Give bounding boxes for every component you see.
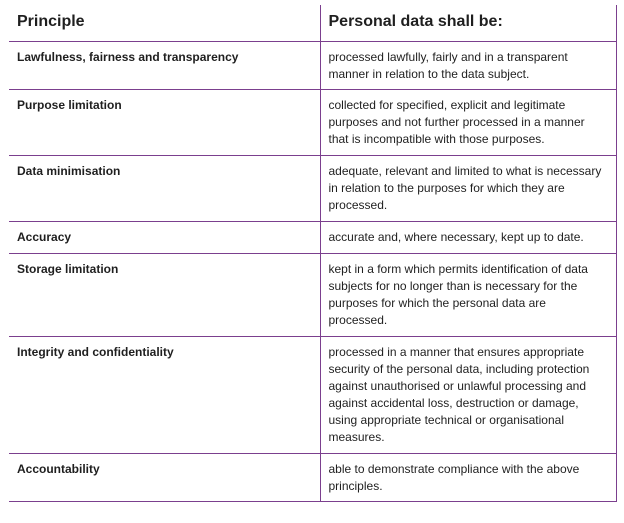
principle-cell: Accountability	[9, 453, 320, 501]
description-cell: accurate and, where necessary, kept up to date.	[320, 221, 616, 253]
description-cell: able to demonstrate compliance with the above principles.	[320, 453, 616, 501]
table-row	[9, 453, 616, 501]
description-cell: processed in a manner that ensures appropriate security of the personal data, including protection against unauthorised or unlawful processing and against accidental loss, destruction or damage, using appropriate technical or organisational measures.	[320, 336, 616, 453]
table-row	[9, 336, 616, 453]
principle-cell: Data minimisation	[9, 155, 320, 221]
table-row	[9, 221, 616, 253]
data-protection-principles-table	[9, 5, 617, 502]
description-cell: processed lawfully, fairly and in a transparent manner in relation to the data subject.	[320, 41, 616, 89]
header-personal-data: Personal data shall be:	[320, 5, 616, 41]
table-row	[9, 89, 616, 155]
table-header-row	[9, 5, 616, 41]
principles-table-container	[9, 5, 616, 502]
principle-cell: Lawfulness, fairness and transparency	[9, 41, 320, 89]
principle-cell: Accuracy	[9, 221, 320, 253]
principle-cell: Storage limitation	[9, 253, 320, 336]
table-row	[9, 41, 616, 89]
table-row	[9, 155, 616, 221]
table-row	[9, 253, 616, 336]
description-cell: collected for specified, explicit and legitimate purposes and not further processed in a manner that is incompatible with those purposes.	[320, 89, 616, 155]
description-cell: adequate, relevant and limited to what is necessary in relation to the purposes for which they are processed.	[320, 155, 616, 221]
header-principle: Principle	[9, 5, 320, 41]
principle-cell: Integrity and confidentiality	[9, 336, 320, 453]
description-cell: kept in a form which permits identification of data subjects for no longer than is necessary for the purposes for which the personal data are processed.	[320, 253, 616, 336]
principle-cell: Purpose limitation	[9, 89, 320, 155]
